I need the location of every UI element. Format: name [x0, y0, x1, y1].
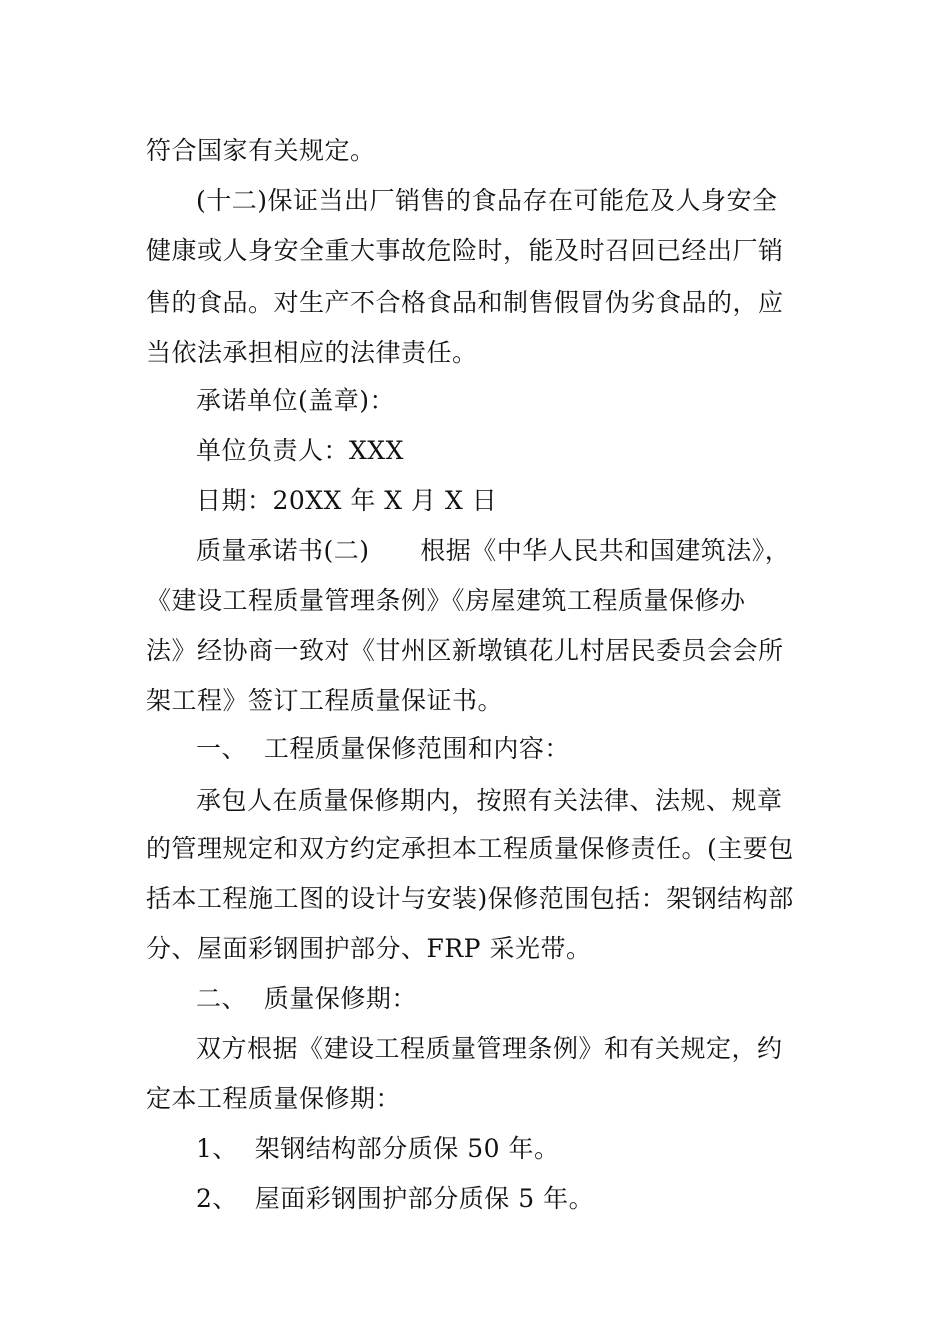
list-heading: 二、 质量保修期：: [196, 984, 417, 1013]
paragraph-line: 当依法承担相应的法律责任。: [146, 338, 478, 367]
signature-unit-line: 承诺单位(盖章)：: [196, 386, 396, 415]
paragraph-line: 符合国家有关规定。: [146, 136, 376, 165]
paragraph-line: 《建设工程质量管理条例》《房屋建筑工程质量保修办: [146, 586, 746, 615]
paragraph-line: 架工程》签订工程质量保证书。: [146, 686, 504, 715]
paragraph-line: 的管理规定和双方约定承担本工程质量保修责任。(主要包: [146, 834, 794, 863]
section-heading: 质量承诺书(二) 根据《中华人民共和国建筑法》，: [196, 536, 791, 565]
paragraph-line: (十二)保证当出厂销售的食品存在可能危及人身安全: [196, 186, 778, 215]
paragraph-line: 法》经协商一致对《甘州区新墩镇花儿村居民委员会会所: [146, 636, 784, 665]
paragraph-line: 售的食品。对生产不合格食品和制售假冒伪劣食品的，应: [146, 288, 784, 317]
list-heading: 一、 工程质量保修范围和内容：: [196, 734, 570, 763]
list-item: 2、 屋面彩钢围护部分质保 5 年。: [196, 1184, 595, 1213]
paragraph-line: 承包人在质量保修期内，按照有关法律、法规、规章: [196, 786, 783, 815]
paragraph-line: 双方根据《建设工程质量管理条例》和有关规定，约: [196, 1034, 783, 1063]
paragraph-line: 定本工程质量保修期：: [146, 1084, 402, 1113]
list-item: 1、 架钢结构部分质保 50 年。: [196, 1134, 560, 1163]
paragraph-line: 分、屋面彩钢围护部分、FRP 采光带。: [146, 934, 592, 963]
responsible-person-line: 单位负责人：XXX: [196, 436, 404, 465]
date-line: 日期：20XX 年 X 月 X 日: [196, 486, 498, 515]
paragraph-line: 健康或人身安全重大事故危险时，能及时召回已经出厂销: [146, 236, 784, 265]
paragraph-line: 括本工程施工图的设计与安装)保修范围包括：架钢结构部: [146, 884, 794, 913]
